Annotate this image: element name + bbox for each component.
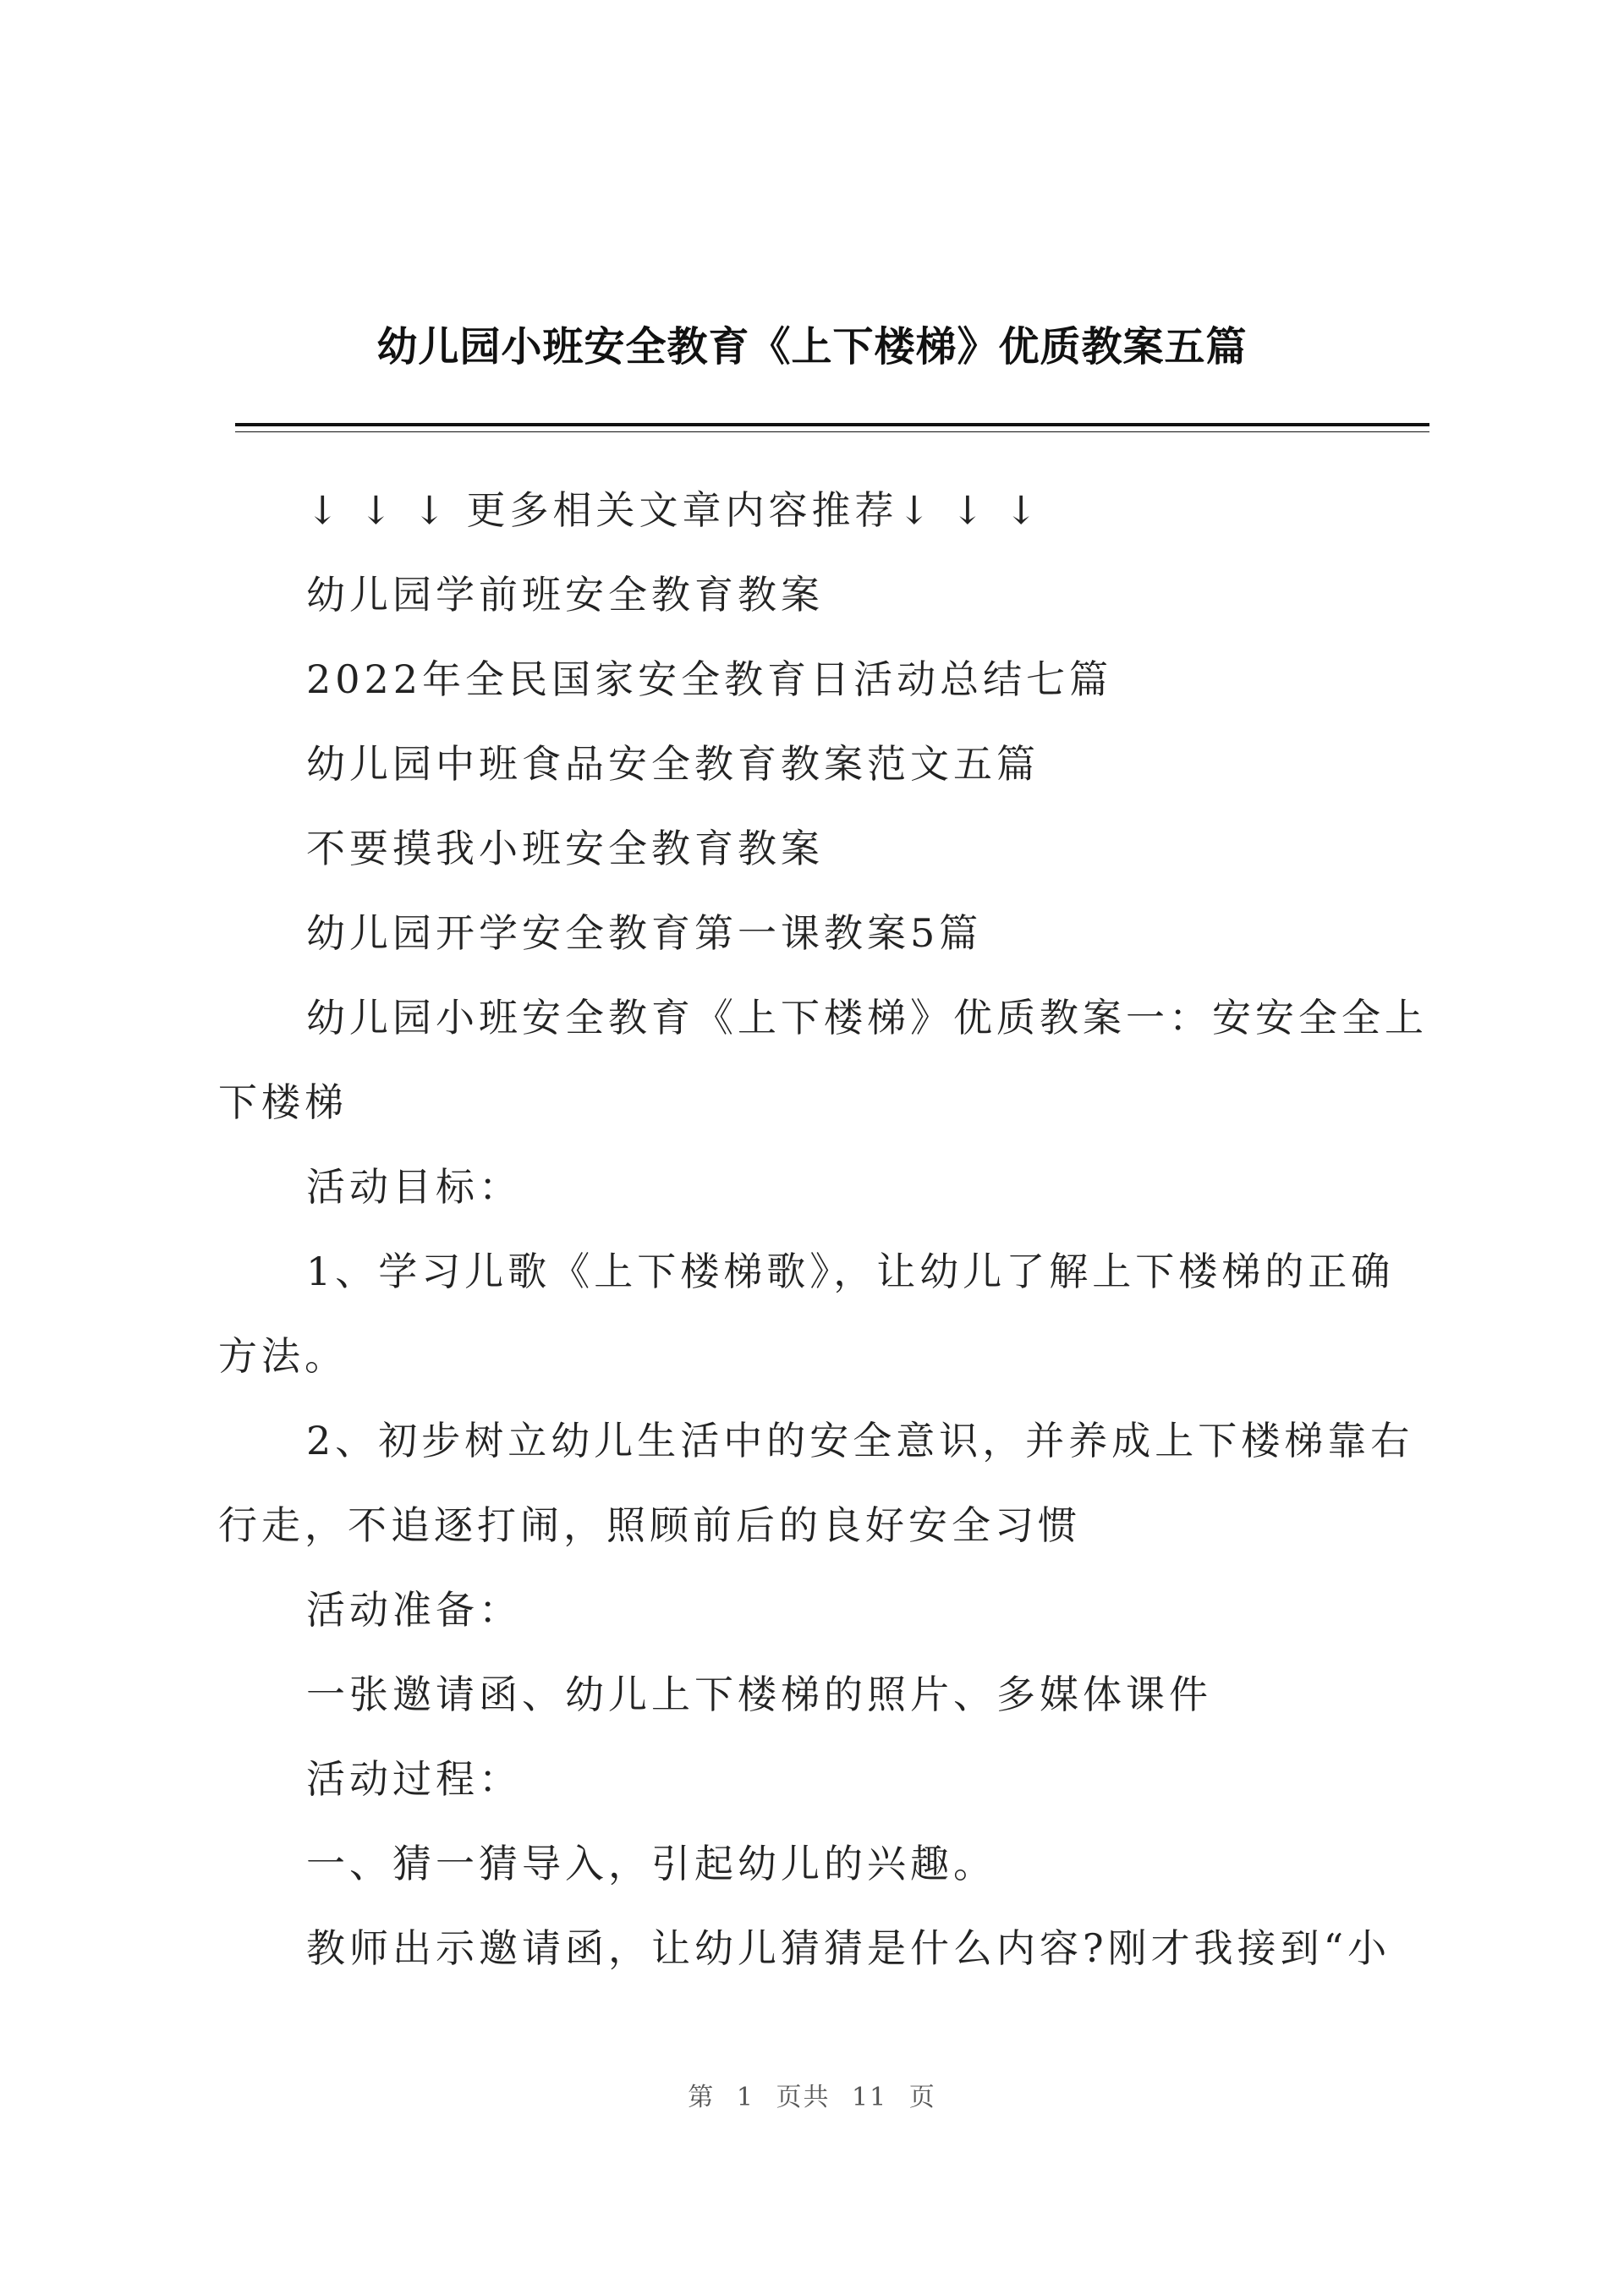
body-paragraph: 1、学习儿歌《上下楼梯歌》，让幼儿了解上下楼梯的正确方法。 [218,1249,1395,1379]
document-title: 幼儿园小班安全教育《上下楼梯》优质教案五篇 [376,323,1248,371]
section-heading: 幼儿园小班安全教育《上下楼梯》优质教案一：安安全全上下楼梯 [218,995,1428,1125]
related-link[interactable]: 幼儿园学前班安全教育教案 [306,572,824,618]
body-paragraph: 一张邀请函、幼儿上下楼梯的照片、多媒体课件 [306,1672,1212,1717]
body-paragraph: 2、初步树立幼儿生活中的安全意识，并养成上下楼梯靠右行走，不追逐打闹，照顾前后的良好安全习惯 [218,1418,1414,1548]
body-paragraph: 教师出示邀请函，让幼儿猜猜是什么内容?刚才我接到“小 [306,1925,1391,1971]
related-link[interactable]: 幼儿园中班食品安全教育教案范文五篇 [306,741,1040,787]
title-divider-thick [235,423,1429,426]
recommend-header: ↓ ↓ ↓ 更多相关文章内容推荐↓ ↓ ↓ [306,487,1042,533]
related-link[interactable]: 幼儿园开学安全教育第一课教案5篇 [306,910,983,956]
page-number-footer: 第 1 页共 11 页 [688,2083,936,2112]
related-link[interactable]: 不要摸我小班安全教育教案 [306,826,824,871]
document-body [218,468,1429,1990]
body-paragraph: 活动准备： [306,1587,522,1633]
body-paragraph: 活动过程： [306,1756,522,1802]
title-divider-thin [235,431,1429,432]
body-paragraph: 一、猜一猜导入，引起幼儿的兴趣。 [306,1841,996,1886]
related-link[interactable]: 2022年全民国家安全教育日活动总结七篇 [306,656,1113,702]
body-paragraph: 活动目标： [306,1164,522,1210]
